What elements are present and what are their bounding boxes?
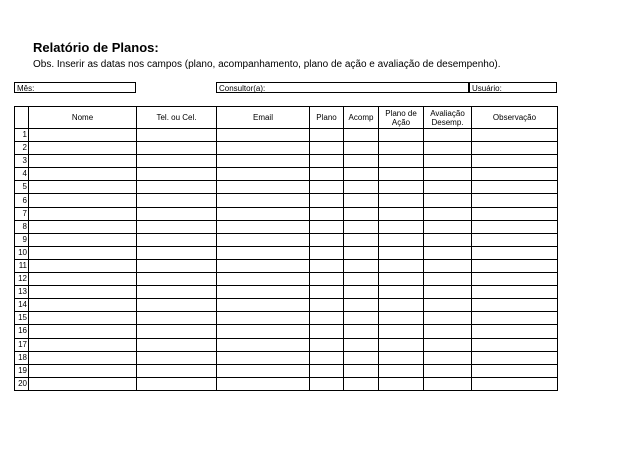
instructions-note: Obs. Inserir as datas nos campos (plano, acompanhamento, plano de ação e avaliação de desempenho). <box>33 59 501 70</box>
header-observacao: Observação <box>472 107 558 129</box>
cell-plano[interactable] <box>310 207 344 220</box>
cell-plano[interactable] <box>310 338 344 351</box>
row-number: 17 <box>15 338 29 351</box>
cell-nome[interactable] <box>29 364 137 377</box>
table-row <box>15 220 558 233</box>
cell-email[interactable] <box>217 377 310 390</box>
cell-observacao[interactable] <box>472 286 558 299</box>
cell-observacao[interactable] <box>472 325 558 338</box>
cell-acomp[interactable] <box>344 181 379 194</box>
cell-acomp[interactable] <box>344 259 379 272</box>
row-number: 20 <box>15 377 29 390</box>
user-field[interactable]: Usuário: <box>469 82 557 93</box>
table-row <box>15 129 558 142</box>
cell-email[interactable] <box>217 246 310 259</box>
header-telefone: Tel. ou Cel. <box>137 107 217 129</box>
cell-plano[interactable] <box>310 325 344 338</box>
cell-observacao[interactable] <box>472 273 558 286</box>
cell-telefone[interactable] <box>137 220 217 233</box>
cell-nome[interactable] <box>29 181 137 194</box>
cell-plano-acao[interactable] <box>379 325 424 338</box>
cell-avaliacao[interactable] <box>424 155 472 168</box>
cell-plano-acao[interactable] <box>379 194 424 207</box>
cell-nome[interactable] <box>29 299 137 312</box>
row-number: 2 <box>15 142 29 155</box>
cell-plano[interactable] <box>310 194 344 207</box>
header-plano-acao-line1: Plano de <box>385 108 417 118</box>
row-number: 9 <box>15 233 29 246</box>
cell-email[interactable] <box>217 168 310 181</box>
row-number: 19 <box>15 364 29 377</box>
row-number: 3 <box>15 155 29 168</box>
cell-email[interactable] <box>217 299 310 312</box>
cell-plano[interactable] <box>310 299 344 312</box>
cell-email[interactable] <box>217 155 310 168</box>
cell-nome[interactable] <box>29 312 137 325</box>
cell-plano[interactable] <box>310 129 344 142</box>
cell-observacao[interactable] <box>472 220 558 233</box>
cell-avaliacao[interactable] <box>424 338 472 351</box>
cell-plano-acao[interactable] <box>379 377 424 390</box>
row-number: 7 <box>15 207 29 220</box>
cell-observacao[interactable] <box>472 299 558 312</box>
cell-plano-acao[interactable] <box>379 312 424 325</box>
table-row <box>15 194 558 207</box>
cell-plano-acao[interactable] <box>379 259 424 272</box>
cell-email[interactable] <box>217 142 310 155</box>
table-body <box>15 129 558 391</box>
header-plano-acao <box>379 107 424 129</box>
table-header-row <box>15 107 558 129</box>
cell-acomp[interactable] <box>344 299 379 312</box>
cell-observacao[interactable] <box>472 312 558 325</box>
cell-telefone[interactable] <box>137 312 217 325</box>
cell-telefone[interactable] <box>137 286 217 299</box>
cell-acomp[interactable] <box>344 233 379 246</box>
cell-avaliacao[interactable] <box>424 129 472 142</box>
cell-plano[interactable] <box>310 155 344 168</box>
cell-plano-acao[interactable] <box>379 299 424 312</box>
cell-plano[interactable] <box>310 168 344 181</box>
cell-plano-acao[interactable] <box>379 246 424 259</box>
cell-acomp[interactable] <box>344 142 379 155</box>
cell-telefone[interactable] <box>137 246 217 259</box>
cell-acomp[interactable] <box>344 155 379 168</box>
header-plano-acao-line2: Ação <box>391 117 411 127</box>
cell-avaliacao[interactable] <box>424 168 472 181</box>
row-number: 1 <box>15 129 29 142</box>
cell-plano-acao[interactable] <box>379 220 424 233</box>
cell-avaliacao[interactable] <box>424 286 472 299</box>
cell-observacao[interactable] <box>472 351 558 364</box>
cell-plano-acao[interactable] <box>379 142 424 155</box>
cell-plano-acao[interactable] <box>379 129 424 142</box>
cell-acomp[interactable] <box>344 246 379 259</box>
cell-email[interactable] <box>217 273 310 286</box>
cell-telefone[interactable] <box>137 273 217 286</box>
cell-observacao[interactable] <box>472 246 558 259</box>
cell-nome[interactable] <box>29 142 137 155</box>
header-nome: Nome <box>29 107 137 129</box>
row-number: 10 <box>15 246 29 259</box>
cell-email[interactable] <box>217 325 310 338</box>
cell-acomp[interactable] <box>344 377 379 390</box>
cell-acomp[interactable] <box>344 312 379 325</box>
cell-observacao[interactable] <box>472 142 558 155</box>
cell-plano[interactable] <box>310 273 344 286</box>
cell-plano-acao[interactable] <box>379 286 424 299</box>
cell-plano[interactable] <box>310 259 344 272</box>
cell-telefone[interactable] <box>137 299 217 312</box>
cell-telefone[interactable] <box>137 155 217 168</box>
header-number <box>15 107 29 129</box>
cell-avaliacao[interactable] <box>424 194 472 207</box>
cell-nome[interactable] <box>29 155 137 168</box>
table-row <box>15 377 558 390</box>
cell-nome[interactable] <box>29 377 137 390</box>
cell-email[interactable] <box>217 233 310 246</box>
cell-avaliacao[interactable] <box>424 220 472 233</box>
cell-nome[interactable] <box>29 273 137 286</box>
cell-email[interactable] <box>217 220 310 233</box>
row-number: 8 <box>15 220 29 233</box>
cell-nome[interactable] <box>29 129 137 142</box>
cell-telefone[interactable] <box>137 351 217 364</box>
table-row <box>15 155 558 168</box>
cell-avaliacao[interactable] <box>424 312 472 325</box>
cell-email[interactable] <box>217 338 310 351</box>
cell-plano[interactable] <box>310 142 344 155</box>
row-number: 14 <box>15 299 29 312</box>
cell-acomp[interactable] <box>344 338 379 351</box>
table-row <box>15 312 558 325</box>
table-row <box>15 338 558 351</box>
cell-telefone[interactable] <box>137 377 217 390</box>
cell-avaliacao[interactable] <box>424 142 472 155</box>
cell-plano[interactable] <box>310 312 344 325</box>
plans-table <box>14 106 558 391</box>
cell-plano[interactable] <box>310 364 344 377</box>
month-field[interactable]: Mês: <box>14 82 136 93</box>
cell-acomp[interactable] <box>344 351 379 364</box>
cell-avaliacao[interactable] <box>424 299 472 312</box>
cell-observacao[interactable] <box>472 259 558 272</box>
row-number: 11 <box>15 259 29 272</box>
row-number: 4 <box>15 168 29 181</box>
cell-nome[interactable] <box>29 233 137 246</box>
cell-telefone[interactable] <box>137 259 217 272</box>
row-number: 15 <box>15 312 29 325</box>
cell-telefone[interactable] <box>137 207 217 220</box>
table-row <box>15 246 558 259</box>
cell-email[interactable] <box>217 259 310 272</box>
cell-email[interactable] <box>217 181 310 194</box>
row-number: 5 <box>15 181 29 194</box>
cell-plano-acao[interactable] <box>379 207 424 220</box>
header-avaliacao-line1: Avaliação <box>430 108 465 118</box>
cell-plano[interactable] <box>310 377 344 390</box>
cell-acomp[interactable] <box>344 325 379 338</box>
cell-plano[interactable] <box>310 181 344 194</box>
cell-email[interactable] <box>217 364 310 377</box>
header-email: Email <box>217 107 310 129</box>
cell-telefone[interactable] <box>137 194 217 207</box>
cell-avaliacao[interactable] <box>424 364 472 377</box>
cell-telefone[interactable] <box>137 129 217 142</box>
cell-telefone[interactable] <box>137 364 217 377</box>
cell-avaliacao[interactable] <box>424 351 472 364</box>
cell-plano[interactable] <box>310 233 344 246</box>
row-number: 12 <box>15 273 29 286</box>
table-row <box>15 168 558 181</box>
cell-avaliacao[interactable] <box>424 233 472 246</box>
cell-plano-acao[interactable] <box>379 233 424 246</box>
table-row <box>15 351 558 364</box>
cell-nome[interactable] <box>29 220 137 233</box>
row-number: 13 <box>15 286 29 299</box>
cell-email[interactable] <box>217 286 310 299</box>
cell-nome[interactable] <box>29 246 137 259</box>
table-row <box>15 325 558 338</box>
cell-avaliacao[interactable] <box>424 325 472 338</box>
cell-email[interactable] <box>217 312 310 325</box>
table-row <box>15 181 558 194</box>
header-acomp: Acomp <box>344 107 379 129</box>
cell-observacao[interactable] <box>472 194 558 207</box>
cell-telefone[interactable] <box>137 325 217 338</box>
cell-nome[interactable] <box>29 338 137 351</box>
cell-acomp[interactable] <box>344 194 379 207</box>
cell-acomp[interactable] <box>344 129 379 142</box>
cell-avaliacao[interactable] <box>424 377 472 390</box>
cell-plano-acao[interactable] <box>379 351 424 364</box>
row-number: 18 <box>15 351 29 364</box>
cell-telefone[interactable] <box>137 142 217 155</box>
table-row <box>15 142 558 155</box>
cell-acomp[interactable] <box>344 220 379 233</box>
table-row <box>15 299 558 312</box>
table-row <box>15 207 558 220</box>
cell-nome[interactable] <box>29 194 137 207</box>
cell-email[interactable] <box>217 207 310 220</box>
cell-avaliacao[interactable] <box>424 207 472 220</box>
cell-plano-acao[interactable] <box>379 181 424 194</box>
cell-observacao[interactable] <box>472 155 558 168</box>
cell-avaliacao[interactable] <box>424 246 472 259</box>
table-row <box>15 273 558 286</box>
cell-plano-acao[interactable] <box>379 338 424 351</box>
cell-acomp[interactable] <box>344 286 379 299</box>
header-avaliacao-line2: Desemp. <box>431 117 464 127</box>
cell-observacao[interactable] <box>472 207 558 220</box>
cell-plano-acao[interactable] <box>379 273 424 286</box>
cell-observacao[interactable] <box>472 181 558 194</box>
cell-email[interactable] <box>217 351 310 364</box>
table-row <box>15 286 558 299</box>
cell-nome[interactable] <box>29 168 137 181</box>
cell-avaliacao[interactable] <box>424 181 472 194</box>
cell-nome[interactable] <box>29 207 137 220</box>
cell-telefone[interactable] <box>137 233 217 246</box>
cell-observacao[interactable] <box>472 129 558 142</box>
cell-nome[interactable] <box>29 325 137 338</box>
cell-plano[interactable] <box>310 286 344 299</box>
cell-observacao[interactable] <box>472 233 558 246</box>
cell-observacao[interactable] <box>472 338 558 351</box>
table-row <box>15 233 558 246</box>
cell-plano-acao[interactable] <box>379 168 424 181</box>
cell-acomp[interactable] <box>344 207 379 220</box>
table-row <box>15 259 558 272</box>
cell-email[interactable] <box>217 129 310 142</box>
cell-plano[interactable] <box>310 220 344 233</box>
cell-plano-acao[interactable] <box>379 155 424 168</box>
cell-acomp[interactable] <box>344 273 379 286</box>
consultant-field[interactable]: Consultor(a): <box>216 82 469 93</box>
report-title: Relatório de Planos: <box>33 40 159 55</box>
row-number: 16 <box>15 325 29 338</box>
cell-avaliacao[interactable] <box>424 259 472 272</box>
cell-avaliacao[interactable] <box>424 273 472 286</box>
cell-plano[interactable] <box>310 246 344 259</box>
cell-nome[interactable] <box>29 259 137 272</box>
cell-observacao[interactable] <box>472 168 558 181</box>
cell-plano-acao[interactable] <box>379 364 424 377</box>
cell-email[interactable] <box>217 194 310 207</box>
cell-plano[interactable] <box>310 351 344 364</box>
table-row <box>15 364 558 377</box>
cell-telefone[interactable] <box>137 181 217 194</box>
header-avaliacao <box>424 107 472 129</box>
cell-acomp[interactable] <box>344 364 379 377</box>
cell-observacao[interactable] <box>472 364 558 377</box>
cell-nome[interactable] <box>29 286 137 299</box>
cell-nome[interactable] <box>29 351 137 364</box>
cell-observacao[interactable] <box>472 377 558 390</box>
row-number: 6 <box>15 194 29 207</box>
cell-telefone[interactable] <box>137 338 217 351</box>
cell-telefone[interactable] <box>137 168 217 181</box>
header-plano: Plano <box>310 107 344 129</box>
cell-acomp[interactable] <box>344 168 379 181</box>
